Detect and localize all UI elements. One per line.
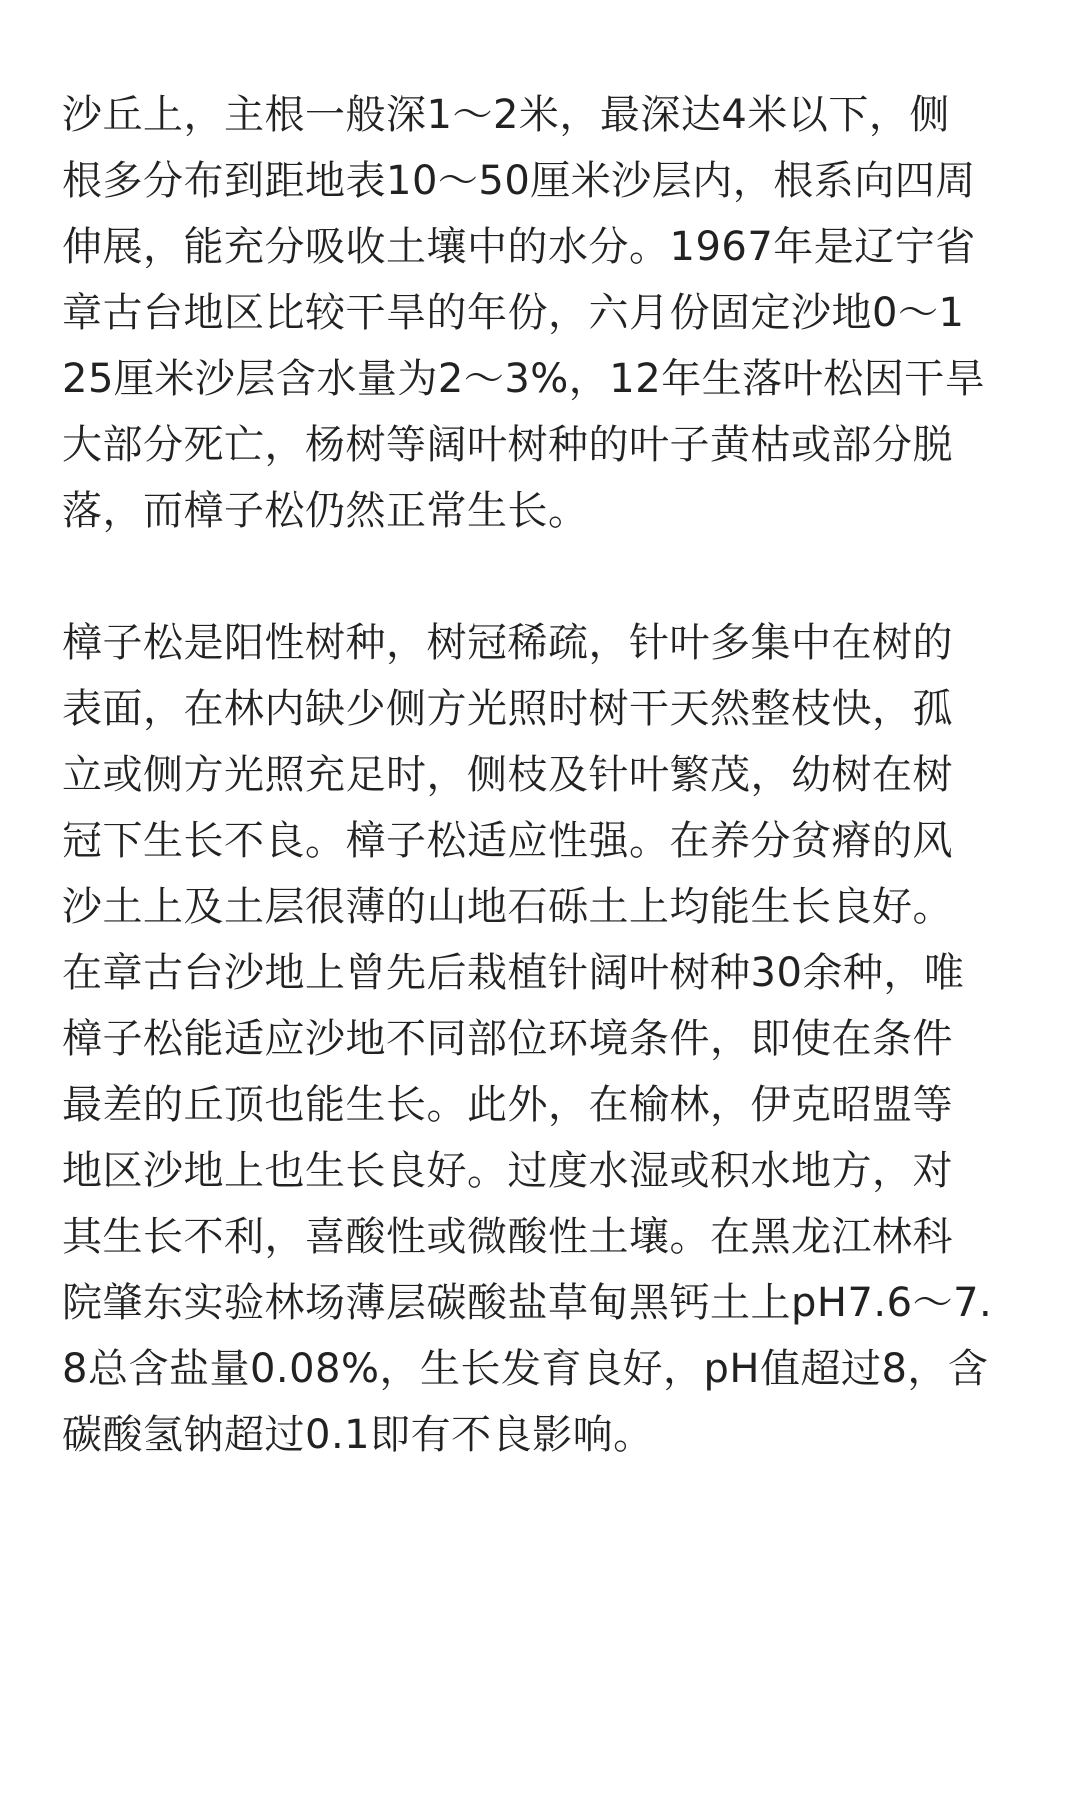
text-line: 大部分死亡，杨树等阔叶树种的叶子黄枯或部分脱 xyxy=(62,422,953,468)
text-line: 沙土上及土层很薄的山地石砾土上均能生长良好。 xyxy=(62,884,953,930)
text-line: 最差的丘顶也能生长。此外，在榆林，伊克昭盟等 xyxy=(62,1082,953,1128)
text-line: 院肇东实验林场薄层碳酸盐草甸黑钙土上pH7.6～7. xyxy=(62,1280,993,1326)
text-line: 8总含盐量0.08%，生长发育良好，pH值超过8，含 xyxy=(62,1346,989,1392)
text-line: 25厘米沙层含水量为2～3%，12年生落叶松因干旱 xyxy=(62,356,986,402)
text-line: 其生长不利，喜酸性或微酸性土壤。在黑龙江林科 xyxy=(62,1214,953,1260)
text-line: 樟子松是阳性树种，树冠稀疏，针叶多集中在树的 xyxy=(62,620,953,666)
paragraph-1 xyxy=(62,82,1022,544)
text-line: 地区沙地上也生长良好。过度水湿或积水地方，对 xyxy=(62,1148,953,1194)
text-line: 伸展，能充分吸收土壤中的水分。1967年是辽宁省 xyxy=(62,224,976,270)
paragraph-2 xyxy=(62,610,1022,1468)
text-line: 沙丘上，主根一般深1～2米，最深达4米以下，侧 xyxy=(62,92,950,138)
text-line: 章古台地区比较干旱的年份，六月份固定沙地0～1 xyxy=(62,290,965,336)
text-line: 表面，在林内缺少侧方光照时树干天然整枝快，孤 xyxy=(62,686,953,732)
article-body xyxy=(62,82,1022,1468)
text-line: 根多分布到距地表10～50厘米沙层内，根系向四周 xyxy=(62,158,976,204)
text-line: 碳酸氢钠超过0.1即有不良影响。 xyxy=(62,1412,654,1458)
text-line: 在章古台沙地上曾先后栽植针阔叶树种30余种，唯 xyxy=(62,950,965,996)
text-line: 冠下生长不良。樟子松适应性强。在养分贫瘠的风 xyxy=(62,818,953,864)
text-line: 立或侧方光照充足时，侧枝及针叶繁茂，幼树在树 xyxy=(62,752,953,798)
text-line: 樟子松能适应沙地不同部位环境条件，即使在条件 xyxy=(62,1016,953,1062)
text-line: 落，而樟子松仍然正常生长。 xyxy=(62,488,589,534)
